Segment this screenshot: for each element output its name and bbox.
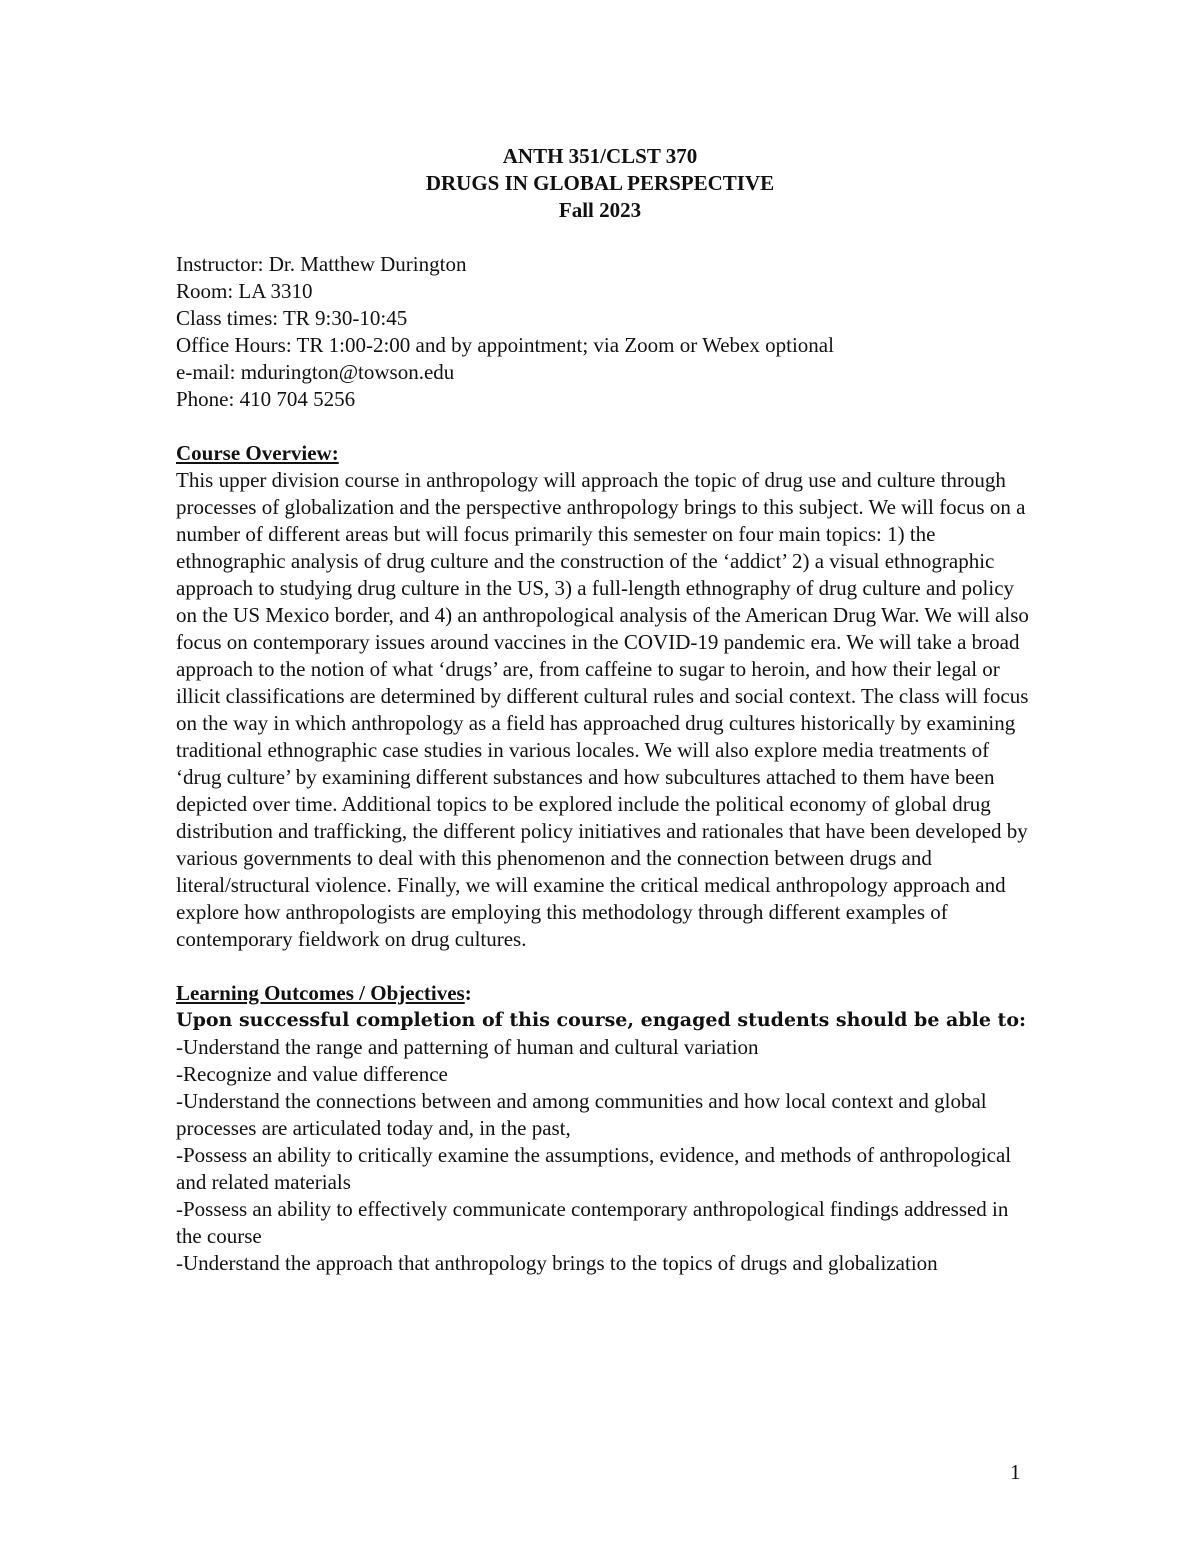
outcome-item: -Understand the approach that anthropology brings to the topics of drugs and globalization [176,1251,938,1275]
learning-outcomes-heading-text: Learning Outcomes / Objectives [176,981,465,1005]
class-times-line: Class times: TR 9:30-10:45 [176,306,408,330]
page-number: 1 [1010,1460,1021,1484]
learning-outcomes-heading-colon: : [464,981,472,1005]
spacer [176,953,1036,980]
syllabus-content [176,251,1036,1277]
outcome-item: -Possess an ability to effectively communicate contemporary anthropological findings addressed in the course [176,1197,1009,1248]
office-hours-line: Office Hours: TR 1:00-2:00 and by appointment; via Zoom or Webex optional [176,333,834,357]
instructor-line: Instructor: Dr. Matthew Durington [176,252,467,276]
learning-outcomes-heading [176,980,1036,1007]
course-header [0,143,1200,224]
room-line: Room: LA 3310 [176,279,313,303]
spacer [176,413,1036,440]
course-term: Fall 2023 [558,198,642,222]
course-code: ANTH 351/CLST 370 [502,144,698,168]
course-overview-body: This upper division course in anthropology will approach the topic of drug use and culture through processes of globalization and the perspective anthropology brings to this subject. We will focus on a number of different areas but will focus primarily this semester on four main topics: 1) the ethnographic analysis of drug culture and the construction of the ‘addict’ 2) a visual ethnographic approach to studying drug culture in the US, 3) a full-length ethnography of drug culture and policy on the US Mexico border, and 4) an anthropological analysis of the American Drug War. We will also focus on contemporary issues around vaccines in the COVID-19 pandemic era. We will take a broad approach to the notion of what ‘drugs’ are, from caffeine to sugar to heroin, and how their legal or illicit classifications are determined by different cultural rules and social context. The class will focus on the way in which anthropology as a field has approached drug cultures historically by examining traditional ethnographic case studies in various locales. We will also explore media treatments of ‘drug culture’ by examining different substances and how subcultures attached to them have been depicted over time. Additional topics to be explored include the political economy of global drug distribution and trafficking, the different policy initiatives and rationales that have been developed by various governments to deal with this phenomenon and the connection between drugs and literal/structural violence. Finally, we will examine the critical medical anthropology approach and explore how anthropologists are employing this methodology through different examples of contemporary fieldwork on drug cultures. [176,468,1029,951]
learning-outcomes-lead: Upon successful completion of this course, engaged students should be able to: [176,1009,1027,1031]
outcome-item: -Understand the connections between and among communities and how local context and global processes are articulated today and, in the past, [176,1089,987,1140]
phone-line: Phone: 410 704 5256 [176,387,356,411]
outcome-item: -Understand the range and patterning of human and cultural variation [176,1035,759,1059]
email-line: e-mail: mdurington@towson.edu [176,360,455,384]
course-overview-heading: Course Overview: [176,441,339,465]
outcome-item: -Possess an ability to critically examine the assumptions, evidence, and methods of anthropological and related materials [176,1143,1012,1194]
outcome-item: -Recognize and value difference [176,1062,448,1086]
course-title: DRUGS IN GLOBAL PERSPECTIVE [425,171,775,195]
